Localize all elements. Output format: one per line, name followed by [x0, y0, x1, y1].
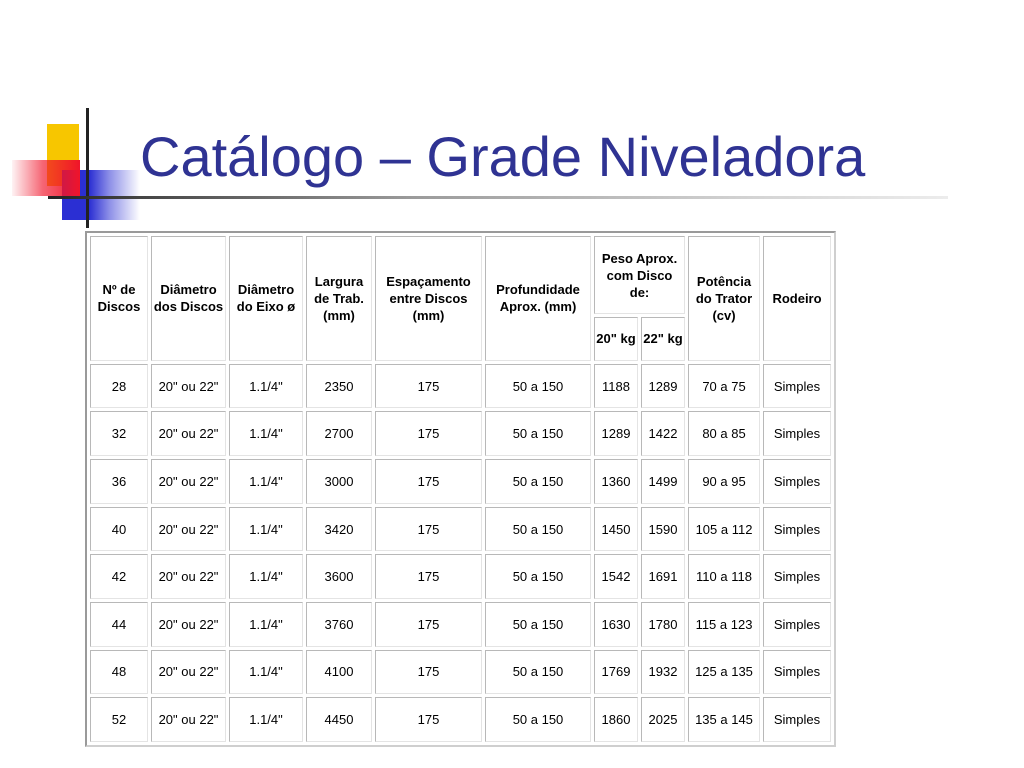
cell-profundidade: 50 a 150: [485, 507, 591, 552]
table-row: [90, 459, 831, 504]
cell-num-discos: 52: [90, 697, 148, 742]
cell-num-discos: 32: [90, 411, 148, 456]
table-row: [90, 650, 831, 695]
cell-potencia: 80 a 85: [688, 411, 760, 456]
cell-potencia: 105 a 112: [688, 507, 760, 552]
cell-diametro-eixo: 1.1/4": [229, 364, 303, 409]
cell-peso-20: 1450: [594, 507, 638, 552]
cell-potencia: 90 a 95: [688, 459, 760, 504]
header-profundidade: Profundidade Aprox. (mm): [485, 236, 591, 361]
cell-largura: 2700: [306, 411, 372, 456]
cell-peso-20: 1360: [594, 459, 638, 504]
cell-espacamento: 175: [375, 507, 482, 552]
cell-diametro-eixo: 1.1/4": [229, 411, 303, 456]
header-rodeiro: Rodeiro: [763, 236, 831, 361]
cell-peso-22: 1691: [641, 554, 685, 599]
header-espacamento: Espaçamento entre Discos (mm): [375, 236, 482, 361]
cell-rodeiro: Simples: [763, 697, 831, 742]
cell-peso-20: 1542: [594, 554, 638, 599]
cell-espacamento: 175: [375, 411, 482, 456]
table-row: [90, 697, 831, 742]
cell-espacamento: 175: [375, 697, 482, 742]
cell-peso-20: 1860: [594, 697, 638, 742]
cell-largura: 2350: [306, 364, 372, 409]
cell-peso-22: 1499: [641, 459, 685, 504]
cell-rodeiro: Simples: [763, 411, 831, 456]
cell-diametro-discos: 20" ou 22": [151, 650, 226, 695]
table-row: [90, 554, 831, 599]
cell-diametro-discos: 20" ou 22": [151, 507, 226, 552]
cell-diametro-discos: 20" ou 22": [151, 554, 226, 599]
cell-diametro-eixo: 1.1/4": [229, 697, 303, 742]
table-row: [90, 602, 831, 647]
cell-peso-22: 1590: [641, 507, 685, 552]
cell-profundidade: 50 a 150: [485, 650, 591, 695]
deco-horizontal-line: [48, 196, 948, 199]
cell-diametro-discos: 20" ou 22": [151, 411, 226, 456]
cell-espacamento: 175: [375, 364, 482, 409]
cell-largura: 3600: [306, 554, 372, 599]
cell-diametro-eixo: 1.1/4": [229, 554, 303, 599]
cell-largura: 4100: [306, 650, 372, 695]
deco-vertical-line: [86, 108, 89, 228]
cell-largura: 3760: [306, 602, 372, 647]
cell-profundidade: 50 a 150: [485, 364, 591, 409]
deco-red-square: [12, 160, 80, 196]
cell-rodeiro: Simples: [763, 650, 831, 695]
cell-profundidade: 50 a 150: [485, 602, 591, 647]
cell-diametro-discos: 20" ou 22": [151, 459, 226, 504]
cell-peso-20: 1289: [594, 411, 638, 456]
cell-espacamento: 175: [375, 602, 482, 647]
cell-peso-20: 1769: [594, 650, 638, 695]
cell-num-discos: 42: [90, 554, 148, 599]
cell-num-discos: 48: [90, 650, 148, 695]
cell-peso-22: 1422: [641, 411, 685, 456]
cell-espacamento: 175: [375, 650, 482, 695]
cell-peso-22: 1932: [641, 650, 685, 695]
cell-rodeiro: Simples: [763, 554, 831, 599]
cell-espacamento: 175: [375, 459, 482, 504]
header-row: [90, 236, 831, 314]
cell-num-discos: 40: [90, 507, 148, 552]
header-diametro-discos: Diâmetro dos Discos: [151, 236, 226, 361]
cell-diametro-eixo: 1.1/4": [229, 650, 303, 695]
cell-espacamento: 175: [375, 554, 482, 599]
cell-rodeiro: Simples: [763, 602, 831, 647]
cell-peso-20: 1188: [594, 364, 638, 409]
page-title: Catálogo – Grade Niveladora: [140, 125, 866, 188]
cell-profundidade: 50 a 150: [485, 554, 591, 599]
cell-peso-22: 1289: [641, 364, 685, 409]
cell-peso-22: 1780: [641, 602, 685, 647]
table-row: [90, 364, 831, 409]
cell-potencia: 110 a 118: [688, 554, 760, 599]
cell-profundidade: 50 a 150: [485, 411, 591, 456]
header-largura: Largura de Trab. (mm): [306, 236, 372, 361]
cell-rodeiro: Simples: [763, 459, 831, 504]
cell-num-discos: 44: [90, 602, 148, 647]
cell-largura: 4450: [306, 697, 372, 742]
cell-largura: 3420: [306, 507, 372, 552]
cell-profundidade: 50 a 150: [485, 459, 591, 504]
header-diametro-eixo: Diâmetro do Eixo ø: [229, 236, 303, 361]
cell-potencia: 125 a 135: [688, 650, 760, 695]
cell-rodeiro: Simples: [763, 364, 831, 409]
cell-potencia: 115 a 123: [688, 602, 760, 647]
cell-num-discos: 36: [90, 459, 148, 504]
cell-peso-22: 2025: [641, 697, 685, 742]
header-peso: Peso Aprox. com Disco de:: [594, 236, 685, 314]
header-peso-22: 22" kg: [641, 317, 685, 361]
table-row: [90, 411, 831, 456]
cell-peso-20: 1630: [594, 602, 638, 647]
header-peso-20: 20" kg: [594, 317, 638, 361]
cell-largura: 3000: [306, 459, 372, 504]
header-potencia: Potência do Trator (cv): [688, 236, 760, 361]
cell-diametro-discos: 20" ou 22": [151, 697, 226, 742]
cell-diametro-eixo: 1.1/4": [229, 459, 303, 504]
cell-profundidade: 50 a 150: [485, 697, 591, 742]
header-num-discos: Nº de Discos: [90, 236, 148, 361]
cell-potencia: 70 a 75: [688, 364, 760, 409]
cell-diametro-eixo: 1.1/4": [229, 602, 303, 647]
cell-num-discos: 28: [90, 364, 148, 409]
cell-diametro-discos: 20" ou 22": [151, 602, 226, 647]
cell-diametro-discos: 20" ou 22": [151, 364, 226, 409]
cell-diametro-eixo: 1.1/4": [229, 507, 303, 552]
table-row: [90, 507, 831, 552]
catalog-table: [85, 231, 836, 747]
cell-potencia: 135 a 145: [688, 697, 760, 742]
cell-rodeiro: Simples: [763, 507, 831, 552]
